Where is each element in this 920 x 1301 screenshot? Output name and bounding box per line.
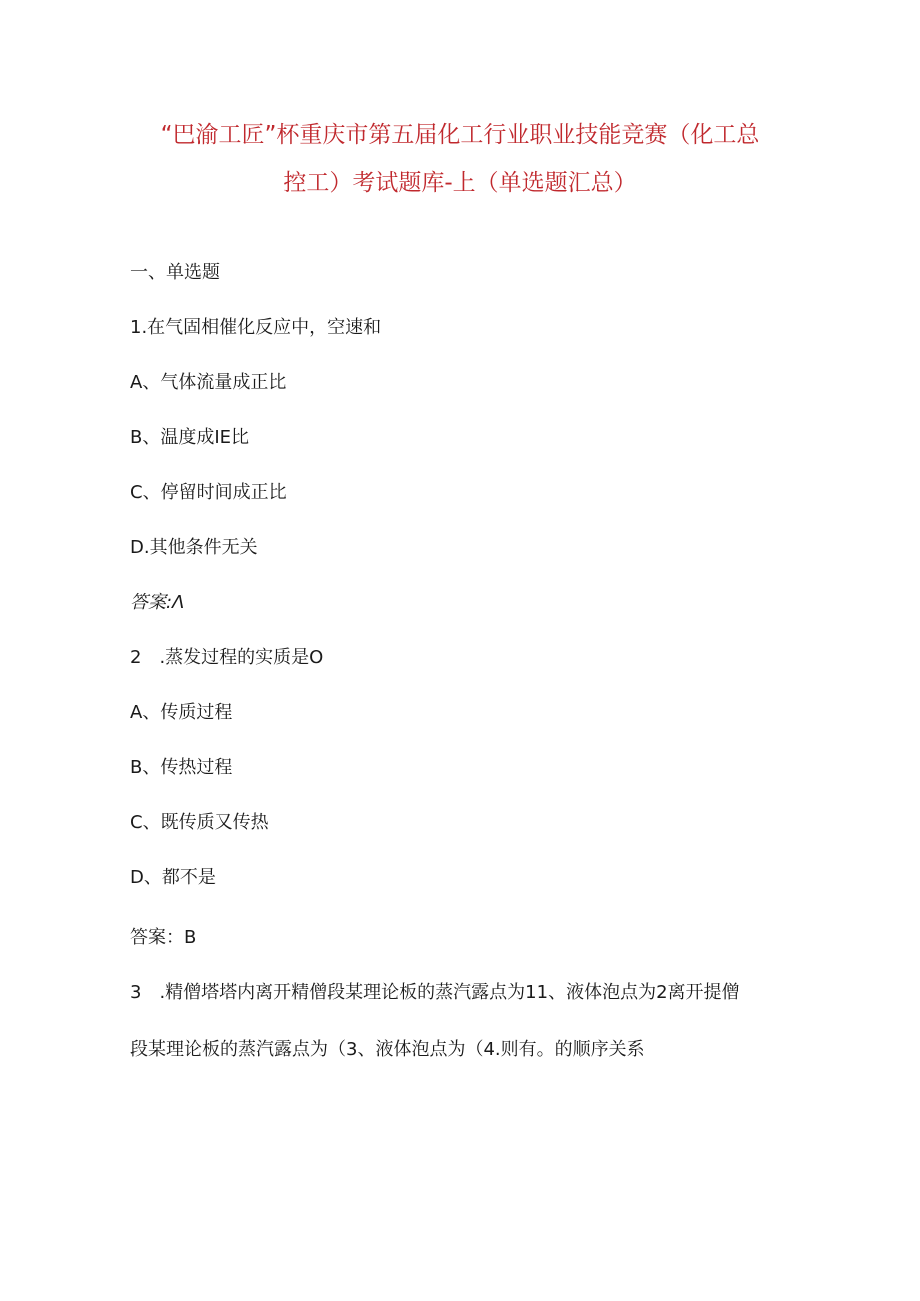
document-title-line-2: 控工）考试题库-上（单选题汇总） [283, 170, 637, 196]
question-2-answer: 答案：B [130, 927, 197, 948]
question-2-option-c: C、既传质又传热 [130, 812, 269, 833]
question-3-stem-line-2: 段某理论板的蒸汽露点为（3、液体泡点为（4.则有。的顺序关系 [130, 1039, 645, 1060]
question-2-option-b: B、传热过程 [130, 757, 233, 778]
question-1-option-b: B、温度成IE比 [130, 427, 250, 448]
question-1-stem: 1.在气固相催化反应中，空速和 [130, 317, 382, 338]
document-title-line-1: “巴渝工匠”杯重庆市第五届化工行业职业技能竞赛（化工总 [160, 122, 760, 148]
question-2-stem: 2 .蒸发过程的实质是O [130, 647, 324, 668]
question-3-stem-line-1: 3 .精僧塔塔内离开精僧段某理论板的蒸汽露点为11、液体泡点为2离开提僧 [130, 982, 740, 1003]
question-1-option-a: A、气体流量成正比 [130, 372, 287, 393]
question-1-answer: 答案:Λ [130, 592, 185, 613]
question-2-option-a: A、传质过程 [130, 702, 233, 723]
question-2-option-d: D、都不是 [130, 867, 216, 888]
section-heading: 一、单选题 [130, 262, 220, 283]
question-1-option-c: C、停留时间成正比 [130, 482, 287, 503]
question-1-option-d: D.其他条件无关 [130, 537, 258, 558]
